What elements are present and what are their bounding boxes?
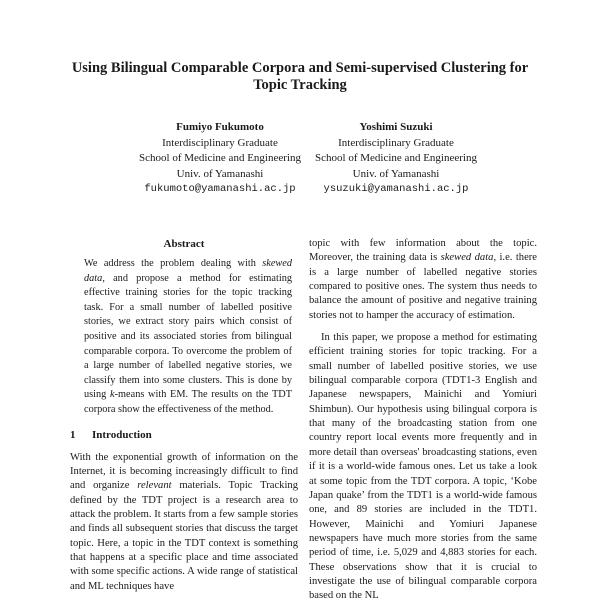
author-affiliation: Interdisciplinary Graduate [338,136,454,149]
paper-title: Using Bilingual Comparable Corpora and Semi-supervised Clustering for Topic Tracking [71,60,529,93]
author-affiliation: Univ. of Yamanashi [176,167,264,180]
author-affiliation: School of Medicine and Engineering [139,152,301,164]
author-name: Yoshimi Suzuki [359,121,433,133]
emphasis: skewed data [440,252,494,264]
abstract-heading: Abstract [163,238,205,250]
right-column [309,237,537,604]
author-email: fukumoto@yamanashi.ac.jp [144,183,296,195]
author-email: ysuzuki@yamanashi.ac.jp [323,183,469,195]
section-number: 1 [70,428,76,441]
author-block-2 [276,120,516,198]
body-paragraph: In this paper, we propose a method for estimating efficient training stories for topic tracking. For a small number of labelled positive stories, we use bilingual comparable corpora (TDT1-3 English and Japanese newspapers, Mainichi and Yomiuri Shimbun). Our hypothesis using bilingual corpora is that many of the broadcasting station from one country report local events more frequently and in more detail than overseas' broadcasting stations, even if it is a world-wide famous ones. Let us take a look at some topic from the TDT corpora. A topic, ‘Kobe Japan quake’ from the TDT1 is a world-wide famous one, and 89 stories are included in the TDT1. However, Mainichi and Yomiuri Japanese newspapers have much more stories from the same period of time, i.e. 5,029 and 4,883 stories for each. These observations show that it is crucial to investigate the use of bilingual comparable corpora based on the NL [309,332,537,602]
left-column [70,237,298,594]
emphasis: relevant [137,480,172,492]
body-paragraph: topic with few information about the topic. Moreover, the training data is skewed data, i.e. there is a large number of labelled negative stories compared to positive ones. The system thus needs to balance the amount of positive and negative training stories not to hamper the accuracy of estimation. [309,238,538,321]
emphasis: skewed data [84,258,292,284]
emphasis: k [110,389,115,401]
author-affiliation: School of Medicine and Engineering [315,152,477,164]
author-affiliation: Univ. of Yamanashi [352,167,440,180]
intro-paragraph: With the exponential growth of information on the Internet, it is becoming increasingly difficult to find and organize relevant materials. Topic Tracking defined by the TDT project is a research area to attack the problem. It starts from a few sample stories and finds all subsequent stories that discuss the target topic. Here, a topic in the TDT context is something that happens at a specific place and time associated with some specific actions. A wide range of statistical and ML techniques have [70,451,299,592]
section-heading-introduction [70,428,298,442]
author-name: Fumiyo Fukumoto [176,121,264,133]
abstract-text: We address the problem dealing with skewed data, and propose a method for estimating effective training stories for the topic tracking task. For a small number of labelled positive stories, we extract story pairs which consist of positive and its associated stories from bilingual comparable corpora. To overcome the problem of a large number of labelled negative stories, we classify them into some clusters. This is done by using k-means with EM. The results on the TDT corpora show the effectiveness of the method. [84,258,293,415]
author-affiliation: Interdisciplinary Graduate [162,136,278,149]
section-title: Introduction [92,428,152,441]
